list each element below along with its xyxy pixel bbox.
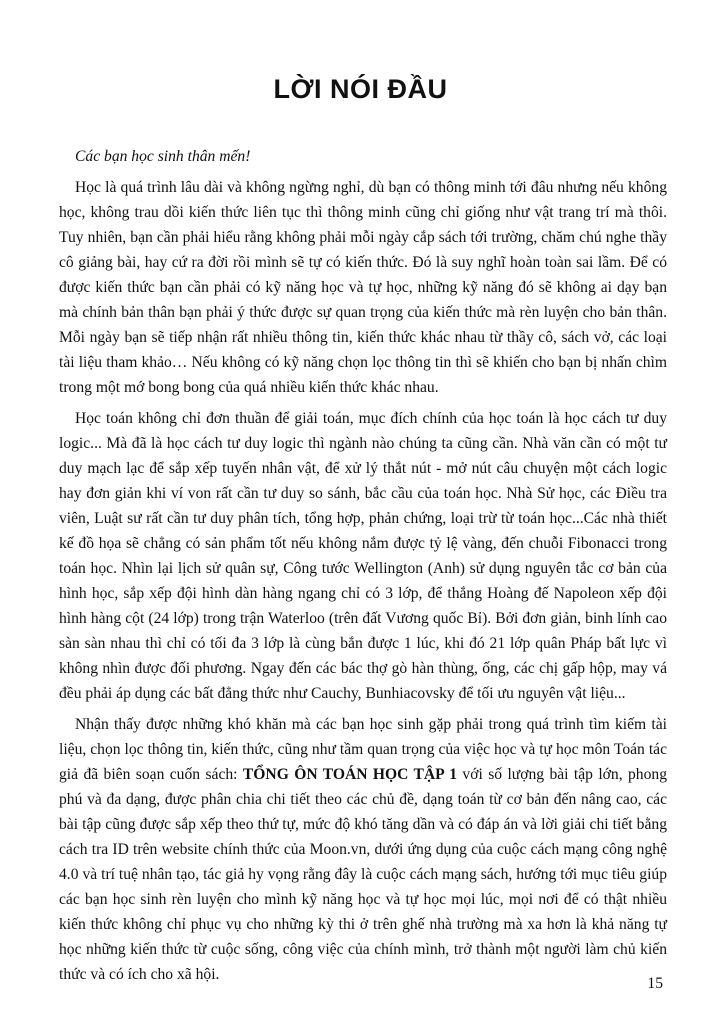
paragraph-3-text-end: với số lượng bài tập lớn, phong phú và đa dạng, được phân chia chi tiết theo các chủ đề, dạng toán từ cơ bản đến nâng cao, các bài tập cũng được sắp xếp theo thứ tự, mức độ khó tăng dần và có đáp án và lời giải chi tiết bằng cách tra ID trên website chính thức của Moon.vn, dưới ứng dụng của cuộc cách mạng công nghệ 4.0 và trí tuệ nhân tạo, tác giả hy vọng rằng đây là cuộc cách mạng sách, hướng tới mục tiêu giúp các bạn học sinh rèn luyện cho mình kỹ năng học và tự học mọi lúc, mọi nơi để có thật nhiều kiến thức không chỉ phục vụ cho những kỳ thi ở trên ghế nhà trường mà xa hơn là khả năng tự học những kiến thức từ cuộc sống, công việc của chính mình, trở thành một người làm chủ kiến thức và có ích cho xã hội. bbox=[59, 766, 667, 983]
paragraph-3 bbox=[59, 712, 667, 987]
paragraph-2: Học toán không chỉ đơn thuần để giải toán, mục đích chính của học toán là học cách tư duy logic... Mà đã là học cách tư duy logic thì ngành nào chúng ta cũng cần. Nhà văn cần có một tư duy mạch lạc để sắp xếp tuyến nhân vật, để xử lý thắt nút - mở nút câu chuyện một cách logic hay đơn giản khi ví von rất cần tư duy so sánh, bắc cầu của toán học. Nhà Sử học, các Điều tra viên, Luật sư rất cần tư duy phân tích, tổng hợp, phản chứng, loại trừ từ toán học...Các nhà thiết kế đồ họa sẽ chẳng có sản phẩm tốt nếu không nắm được tỷ lệ vàng, đến chuỗi Fibonacci trong toán học. Nhìn lại lịch sử quân sự, Công tước Wellington (Anh) sử dụng nguyên tắc cơ bản của hình học, sắp xếp đội hình dàn hàng ngang chỉ có 3 lớp, để thắng Hoàng đế Napoleon xếp đội hình hàng cột (24 lớp) trong trận Waterloo (trên đất Vương quốc Bỉ). Bởi đơn giản, binh lính cao sàn sàn nhau thì chỉ có tối đa 3 lớp là cùng bắn được 1 lúc, khi đó 21 lớp quân Pháp bất lực vì không nhìn được đối phương. Ngay đến các bác thợ gò hàn thùng, ống, các chị gấp hộp, may vá đều phải áp dụng các bất đẳng thức như Cauchy, Bunhiacovsky để tối ưu nguyên vật liệu... bbox=[59, 410, 667, 702]
page-title: LỜI NÓI ĐẦU bbox=[273, 74, 448, 104]
document-body bbox=[59, 144, 667, 993]
paragraph-3-text-start: Nhận thấy được những khó khăn mà các bạn học sinh gặp phải trong quá trình tìm kiếm tài liệu, chọn lọc thông tin, kiến thức, cũng như tầm quan trọng của việc học và tự học môn Toán tác giả đã biên soạn cuốn sách: bbox=[59, 716, 667, 783]
paragraph-1: Học là quá trình lâu dài và không ngừng nghỉ, dù bạn có thông minh tới đâu nhưng nếu không học, không trau dồi kiến thức liên tục thì thông minh cũng chỉ giống như vật trang trí mà thôi. Tuy nhiên, bạn cần phải hiểu rằng không phải mỗi ngày cắp sách tới trường, chăm chú nghe thầy cô giảng bài, hay cứ ra đời rồi mình sẽ tự có kiến thức. Đó là suy nghĩ hoàn toàn sai lầm. Để có được kiến thức bạn cần phải có kỹ năng học và tự học, những kỹ năng đó sẽ không ai dạy bạn mà chính bản thân bạn phải ý thức được sự quan trọng của kiến thức mà rèn luyện cho bản thân. Mỗi ngày bạn sẽ tiếp nhận rất nhiều thông tin, kiến thức khác nhau từ thầy cô, sách vở, các loại tài liệu tham khảo… Nếu không có kỹ năng chọn lọc thông tin thì sẽ khiến cho bạn bị nhấn chìm trong một mớ bong bong của quá nhiều kiến thức khác nhau. bbox=[59, 179, 667, 396]
page-number: 15 bbox=[647, 975, 663, 992]
greeting: Các bạn học sinh thân mến! bbox=[75, 148, 251, 165]
book-title: TỔNG ÔN TOÁN HỌC TẬP 1 bbox=[242, 766, 458, 783]
